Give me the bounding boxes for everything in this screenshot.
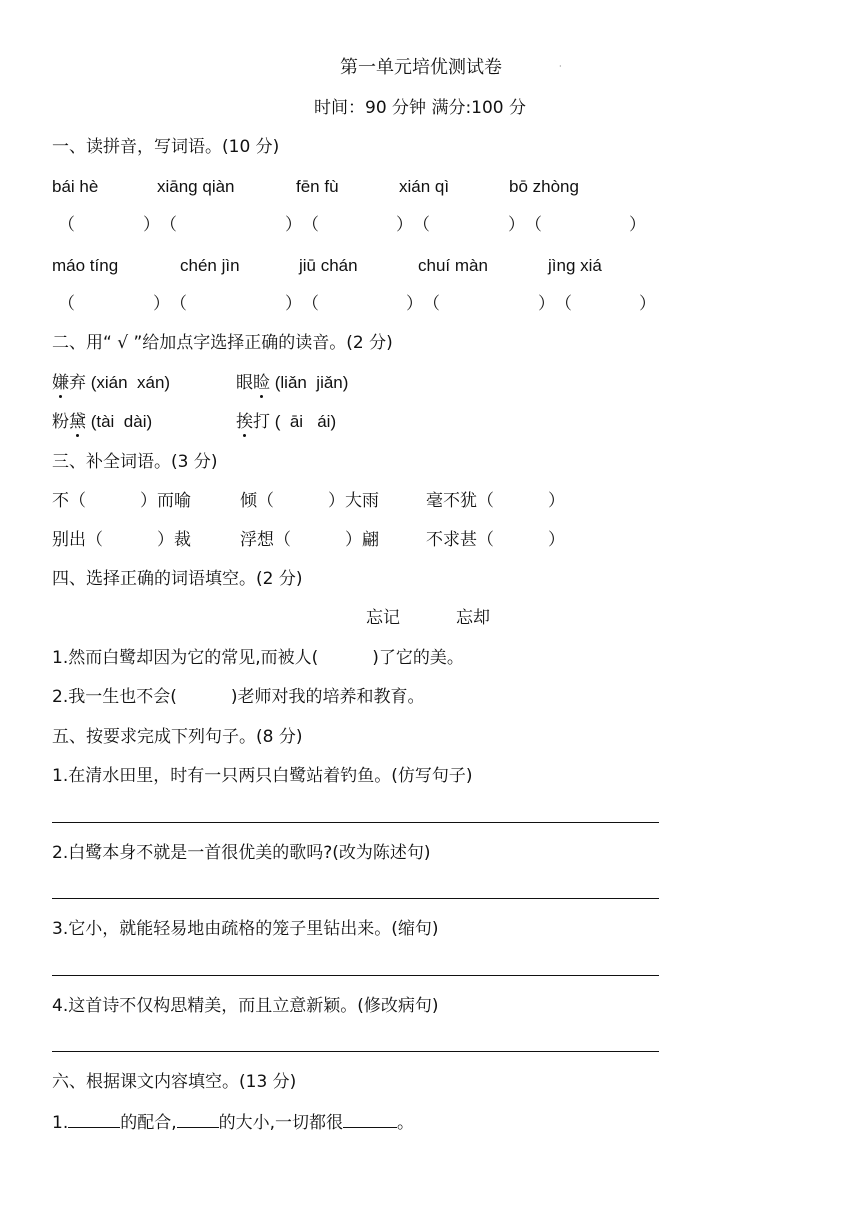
answer-paren-open: （ xyxy=(302,294,319,314)
section-3-heading: 三、补全词语。(3 分) xyxy=(52,452,218,472)
answer-paren-close: ） xyxy=(285,294,302,314)
pinyin-item: bō zhòng xyxy=(509,177,579,196)
dotted-character: 睑 xyxy=(253,371,270,395)
idiom-item: 不（ ）而喻 xyxy=(52,491,192,511)
section-4-heading: 四、选择正确的词语填空。(2 分) xyxy=(52,569,303,589)
answer-paren-open: （ xyxy=(413,215,430,235)
answer-paren-close: ） xyxy=(143,215,160,235)
item-options: 弃 (xián xán) xyxy=(69,373,171,392)
idiom-item: 不求甚（ ） xyxy=(426,530,566,550)
fill-blank[interactable] xyxy=(68,1109,120,1128)
answer-paren-close: ） xyxy=(538,294,555,314)
item-pre: 眼 xyxy=(236,373,253,392)
answer-paren-open: （ xyxy=(170,294,187,314)
reading-choice-item xyxy=(236,371,348,395)
dotted-character: 嫌 xyxy=(52,371,69,395)
pinyin-item: jiū chán xyxy=(299,256,358,275)
word-option: 忘却 xyxy=(456,608,490,628)
q-text: 的大小,一切都很 xyxy=(218,1113,344,1133)
pinyin-item: bái hè xyxy=(52,177,99,196)
fill-blank[interactable] xyxy=(343,1109,397,1128)
stray-mark: · xyxy=(559,62,562,71)
answer-paren-close: ） xyxy=(153,294,170,314)
dotted-character: 挨 xyxy=(236,410,253,434)
pinyin-item: xiāng qiàn xyxy=(157,177,235,196)
item-options: 打 ( āi ái) xyxy=(253,412,337,431)
q-text: 。 xyxy=(397,1113,415,1133)
q-text: 的配合, xyxy=(120,1113,177,1133)
dotted-character: 黛 xyxy=(69,410,86,434)
answer-line[interactable] xyxy=(52,898,659,899)
answer-paren-close: ） xyxy=(396,215,413,235)
answer-paren-close: ） xyxy=(508,215,525,235)
answer-paren-close: ） xyxy=(406,294,423,314)
reading-choice-item xyxy=(52,410,152,434)
idiom-item: 毫不犹（ ） xyxy=(426,491,566,511)
answer-line[interactable] xyxy=(52,1051,659,1052)
answer-line[interactable] xyxy=(52,975,659,976)
answer-paren-close: ） xyxy=(639,294,656,314)
answer-paren-open: （ xyxy=(302,215,319,235)
pinyin-item: jìng xiá xyxy=(548,256,602,275)
item-options: (liǎn jiǎn) xyxy=(270,373,349,392)
sentence-question: 4.这首诗不仅构思精美，而且立意新颖。(修改病句) xyxy=(52,996,439,1016)
sentence-question: 2.白鹭本身不就是一首很优美的歌吗?(改为陈述句) xyxy=(52,843,431,863)
pinyin-item: chuí màn xyxy=(418,256,488,275)
answer-paren-close: ） xyxy=(285,215,302,235)
exam-title: 第一单元培优测试卷 xyxy=(340,57,502,78)
reading-choice-item xyxy=(52,371,170,395)
fill-blank[interactable] xyxy=(177,1109,219,1128)
pinyin-item: xián qì xyxy=(399,177,450,196)
answer-paren-open: （ xyxy=(58,215,75,235)
fill-question: 1.然而白鹭却因为它的常见,而被人( )了它的美。 xyxy=(52,648,464,668)
answer-paren-open: （ xyxy=(555,294,572,314)
section-1-heading: 一、读拼音，写词语。(10 分) xyxy=(52,137,280,157)
item-pre: 粉 xyxy=(52,412,69,431)
pinyin-item: máo tíng xyxy=(52,256,119,275)
word-option: 忘记 xyxy=(366,608,400,628)
answer-line[interactable] xyxy=(52,822,659,823)
sentence-question: 1.在清水田里，时有一只两只白鹭站着钓鱼。(仿写句子) xyxy=(52,766,473,786)
section-2-heading: 二、用“ √ ”给加点字选择正确的读音。(2 分) xyxy=(52,333,393,353)
idiom-item: 浮想（ ）翩 xyxy=(240,530,380,550)
q-number: 1. xyxy=(52,1113,69,1133)
answer-paren-open: （ xyxy=(525,215,542,235)
reading-choice-item xyxy=(236,410,336,434)
section-5-heading: 五、按要求完成下列句子。(8 分) xyxy=(52,727,303,747)
answer-paren-open: （ xyxy=(58,294,75,314)
idiom-item: 别出（ ）裁 xyxy=(52,530,192,550)
sentence-question: 3.它小，就能轻易地由疏格的笼子里钻出来。(缩句) xyxy=(52,919,439,939)
answer-paren-open: （ xyxy=(160,215,177,235)
item-options: (tài dài) xyxy=(86,412,153,431)
section-6-heading: 六、根据课文内容填空。(13 分) xyxy=(52,1072,297,1092)
pinyin-item: fēn fù xyxy=(296,177,339,196)
idiom-item: 倾（ ）大雨 xyxy=(240,491,380,511)
recall-question xyxy=(52,1109,414,1135)
pinyin-item: chén jìn xyxy=(180,256,240,275)
answer-paren-close: ） xyxy=(629,215,646,235)
fill-question: 2.我一生也不会( )老师对我的培养和教育。 xyxy=(52,687,425,707)
exam-subtitle: 时间：90 分钟 满分:100 分 xyxy=(314,98,527,118)
answer-paren-open: （ xyxy=(423,294,440,314)
